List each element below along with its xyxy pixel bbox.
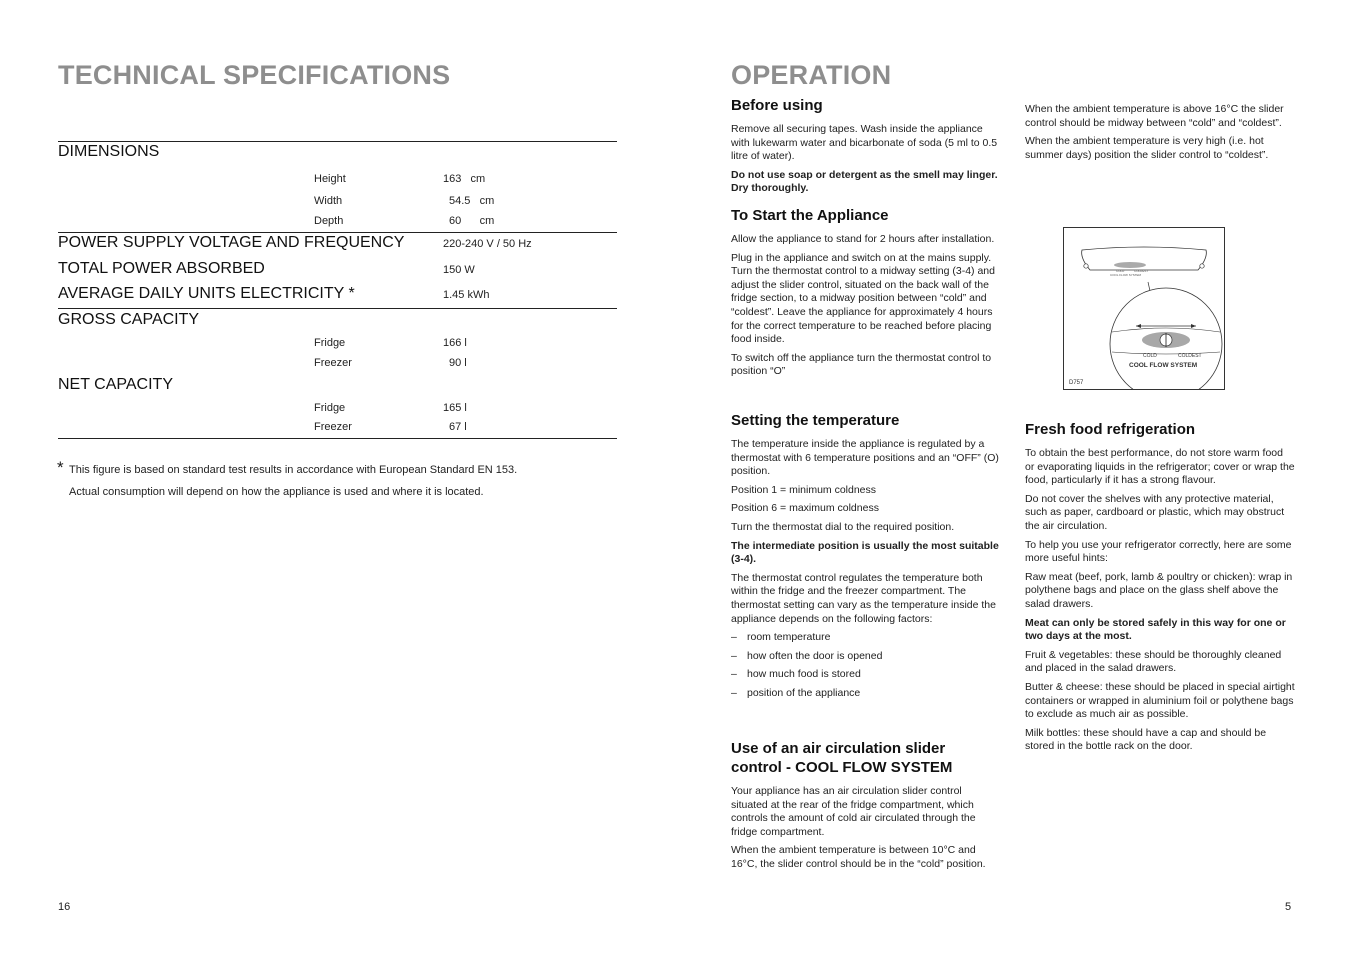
gross-freezer-label: Freezer [314,357,352,369]
net-fridge-label: Fridge [314,402,346,414]
paragraph: Position 6 = maximum coldness [731,502,879,515]
before-using-section [731,123,999,201]
paragraph: Raw meat (beef, pork, lamb & poultry or chicken): wrap in polythene bags and place on the glass shelf above the salad drawers. [1025,570,1293,610]
paragraph: To obtain the best performance, do not store warm food or evaporating liquids in the refrigerator; cover or wrap the food, particularly if it has a strong flavour. [1025,447,1295,487]
paragraph: Fruit & vegetables: these should be thoroughly cleaned and placed in the salad drawers. [1025,648,1282,675]
paragraph: Allow the appliance to stand for 2 hours after installation. [731,233,995,245]
coldest-label: COLDEST [1178,353,1202,359]
dimensions-heading: DIMENSIONS [58,143,160,160]
before-using-heading: Before using [731,97,823,114]
start-appliance-heading: To Start the Appliance [731,207,889,224]
small-cold-label: COLD [1116,269,1125,273]
paragraph: When the ambient temperature is very high (i.e. hot summer days) position the slider control to “coldest”. [1025,135,1269,161]
figure-code: D757 [1069,380,1084,386]
air-circulation-heading: Use of an air circulation slider control - COOL FLOW SYSTEM [731,740,953,776]
warning-paragraph: Do not use soap or detergent as the smell may linger. Dry thoroughly. [731,168,998,195]
paragraph: Do not cover the shelves with any protective material, such as paper, cardboard or plastic, which may obstruct the air circulation. [1025,492,1285,532]
page-number-left: 16 [58,901,71,913]
paragraph: The temperature inside the appliance is regulated by a thermostat with 6 temperature positions and an “OFF” (O) position. [731,438,999,478]
paragraph: To switch off the appliance turn the thermostat control to position “O” [731,351,992,378]
fresh-food-section [1025,447,1295,759]
start-appliance-section [731,233,999,384]
page-number-right: 5 [1285,901,1292,913]
page-title-technical-specifications: TECHNICAL SPECIFICATIONS [58,60,451,90]
paragraph: Butter & cheese: these should be placed in special airtight containers or wrapped in aluminium foil or polythene bags to exclude as much air as possible. [1025,680,1295,721]
cool-flow-illustration [1064,228,1224,389]
height-value: 163 cm [443,173,486,185]
paragraph: Turn the thermostat dial to the required position. [731,520,955,533]
page-title-operation: OPERATION [731,60,892,90]
paragraph: Remove all securing tapes. Wash inside the appliance with lukewarm water and bicarbonate of soda (5 ml to 0.5 litre of water). [731,123,998,163]
depth-label: Depth [314,215,344,227]
cool-flow-system-label: COOL FLOW SYSTEM [1129,362,1198,369]
divider [58,141,617,142]
total-power-label: TOTAL POWER ABSORBED [58,260,265,277]
net-fridge-value: 165 l [443,402,467,414]
footnote-star: * [57,458,64,477]
gross-fridge-label: Fridge [314,337,346,349]
small-coldest-label: COLDEST [1134,269,1149,273]
list-item: – how much food is stored [731,668,999,682]
power-supply-label: POWER SUPPLY VOLTAGE AND FREQUENCY [58,234,405,251]
air-circulation-section [731,785,999,877]
note-paragraph: The intermediate position is usually the most suitable (3-4). [731,539,999,566]
power-supply-value: 220-240 V / 50 Hz [443,238,532,250]
divider [58,232,617,233]
avg-daily-value: 1.45 kWh [443,289,490,301]
total-power-value: 150 W [443,264,475,276]
paragraph: To help you use your refrigerator correctly, here are some more useful hints: [1025,538,1292,565]
footnote-text: This figure is based on standard test results in accordance with European Standard EN 153. [69,464,518,476]
width-value: 54.5 cm [449,195,495,207]
net-capacity-heading: NET CAPACITY [58,376,173,393]
cold-label: COLD [1143,353,1157,359]
divider [58,438,617,439]
list-item: – how often the door is opened [731,650,999,664]
divider [58,308,617,309]
paragraph: Position 1 = minimum coldness [731,483,877,496]
paragraph: The thermostat control regulates the temperature both within the fridge and the freezer compartment. The thermostat setting can vary as the temperature inside the appliance depends on the following factors: [731,571,996,625]
depth-value: 60 cm [449,215,495,227]
gross-freezer-value: 90 l [449,357,467,369]
gross-fridge-value: 166 l [443,337,467,349]
footnote-text-2: Actual consumption will depend on how the appliance is used and where it is located. [69,486,484,498]
height-label: Height [314,173,346,185]
net-freezer-label: Freezer [314,421,352,433]
setting-temperature-section [731,438,999,706]
small-system-label: COOL FLOW SYSTEM [1110,273,1142,277]
cool-flow-diagram [1063,227,1225,390]
air-circulation-continued [1025,103,1293,167]
paragraph: When the ambient temperature is between 10°C and 16°C, the slider control should be in the “cold” position. [731,844,986,870]
paragraph: Plug in the appliance and switch on at the mains supply. Turn the thermostat control to a midway setting (3-4) and adjust the slider control, situated on the back wall of the fridge section, to a midway position between “cold” and “coldest”. Leave the appliance for approximately 4 hours for the correct temperature to be reached before placing food inside. [731,251,995,346]
list-item: – position of the appliance [731,687,999,701]
paragraph: Milk bottles: these should have a cap and should be stored in the bottle rack on the door. [1025,726,1267,753]
warning-paragraph: Meat can only be stored safely in this way for one or two days at the most. [1025,616,1286,643]
gross-capacity-heading: GROSS CAPACITY [58,311,200,328]
avg-daily-label: AVERAGE DAILY UNITS ELECTRICITY * [58,285,355,302]
paragraph: When the ambient temperature is above 16°C the slider control should be midway between “cold” and “coldest”. [1025,103,1284,129]
width-label: Width [314,195,343,207]
fresh-food-heading: Fresh food refrigeration [1025,421,1196,438]
net-freezer-value: 67 l [449,421,467,433]
setting-temperature-heading: Setting the temperature [731,412,900,429]
paragraph: Your appliance has an air circulation slider control situated at the rear of the fridge compartment, which controls the amount of cold air circulated through the fridge compartment. [731,785,976,838]
list-item: – room temperature [731,631,999,645]
